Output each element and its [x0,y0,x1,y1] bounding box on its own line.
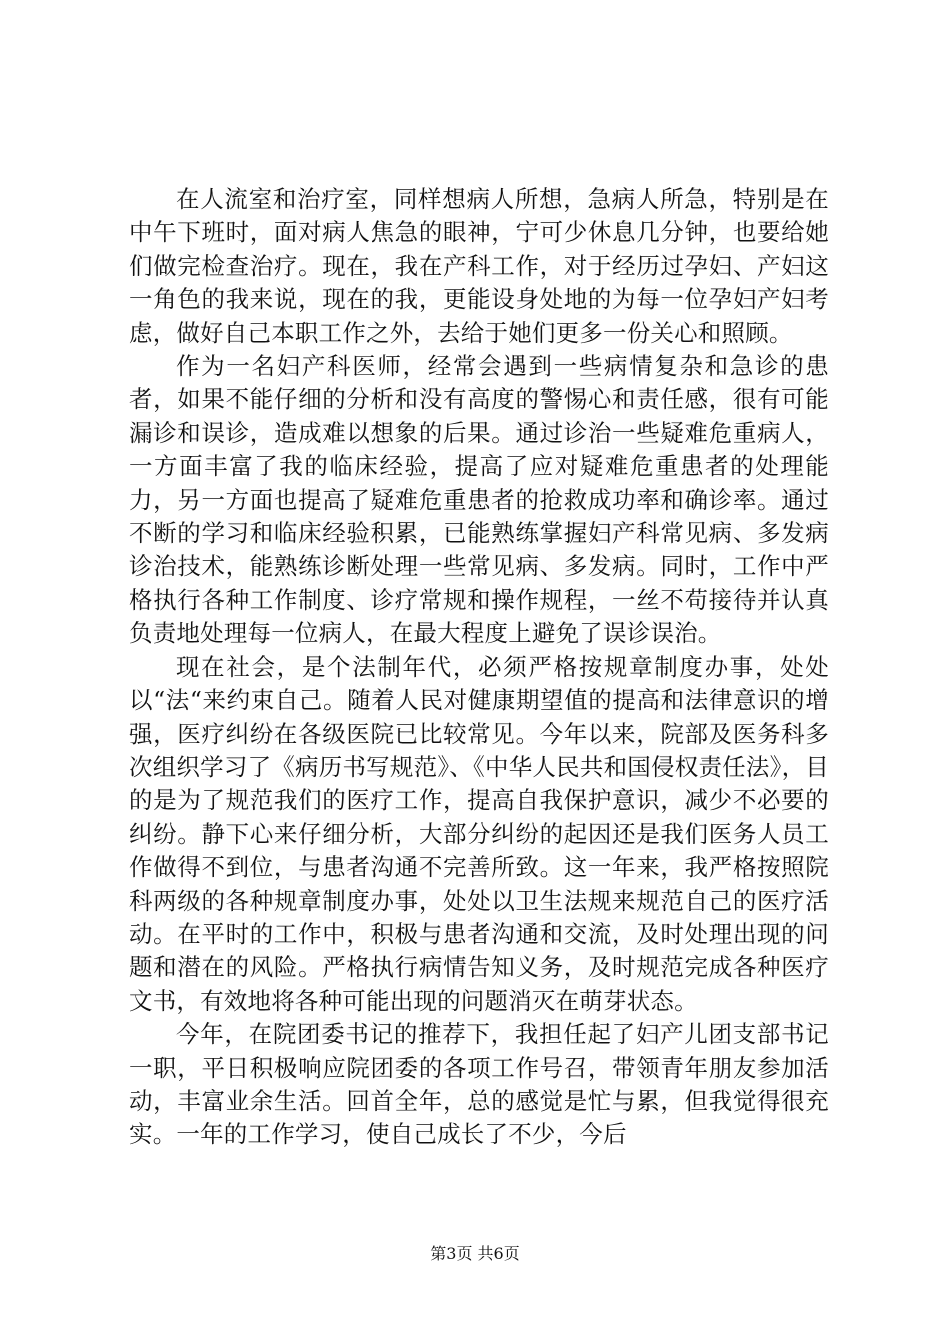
paragraph-4: 今年，在院团委书记的推荐下，我担任起了妇产儿团支部书记一职，平日积极响应院团委的各项工作号召，带领青年朋友参加活动，丰富业余生活。回首全年，总的感觉是忙与累，但我觉得很充实。一年的工作学习，使自己成长了不少，今后 [129,1020,829,1149]
body-text [129,183,829,1152]
paragraph-1: 在人流室和治疗室，同样想病人所想，急病人所急，特别是在中午下班时，面对病人焦急的眼神，宁可少休息几分钟，也要给她们做完检查治疗。现在，我在产科工作，对于经历过孕妇、产妇这一角色的我来说，现在的我，更能设身处地的为每一位孕妇产妇考虑，做好自己本职工作之外，去给于她们更多一份关心和照顾。 [129,185,829,347]
paragraph-2: 作为一名妇产科医师，经常会遇到一些病情复杂和急诊的患者，如果不能仔细的分析和没有高度的警惕心和责任感，很有可能漏诊和误诊，造成难以想象的后果。通过诊治一些疑难危重病人，一方面丰富了我的临床经验，提高了应对疑难危重患者的处理能力，另一方面也提高了疑难危重患者的抢救成功率和确诊率。通过不断的学习和临床经验积累，已能熟练掌握妇产科常见病、多发病诊治技术，能熟练诊断处理一些常见病、多发病。同时，工作中严格执行各种工作制度、诊疗常规和操作规程，一丝不苟接待并认真负责地处理每一位病人，在最大程度上避免了误诊误治。 [129,352,829,648]
paragraph-3: 现在社会，是个法制年代，必须严格按规章制度办事，处处以“法“来约束自己。随着人民对健康期望值的提高和法律意识的增强，医疗纠纷在各级医院已比较常见。今年以来，院部及医务科多次组织学习了《病历书写规范》、《中华人民共和国侵权责任法》，目的是为了规范我们的医疗工作，提高自我保护意识，减少不必要的纠纷。静下心来仔细分析，大部分纠纷的起因还是我们医务人员工作做得不到位，与患者沟通不完善所致。这一年来，我严格按照院科两级的各种规章制度办事，处处以卫生法规来规范自己的医疗活动。在平时的工作中，积极与患者沟通和交流，及时处理出现的问题和潜在的风险。严格执行病情告知义务，及时规范完成各种医疗文书，有效地将各种可能出现的问题消灭在萌芽状态。 [129,652,829,1015]
page-footer: 第3页 共6页 [430,1244,520,1263]
